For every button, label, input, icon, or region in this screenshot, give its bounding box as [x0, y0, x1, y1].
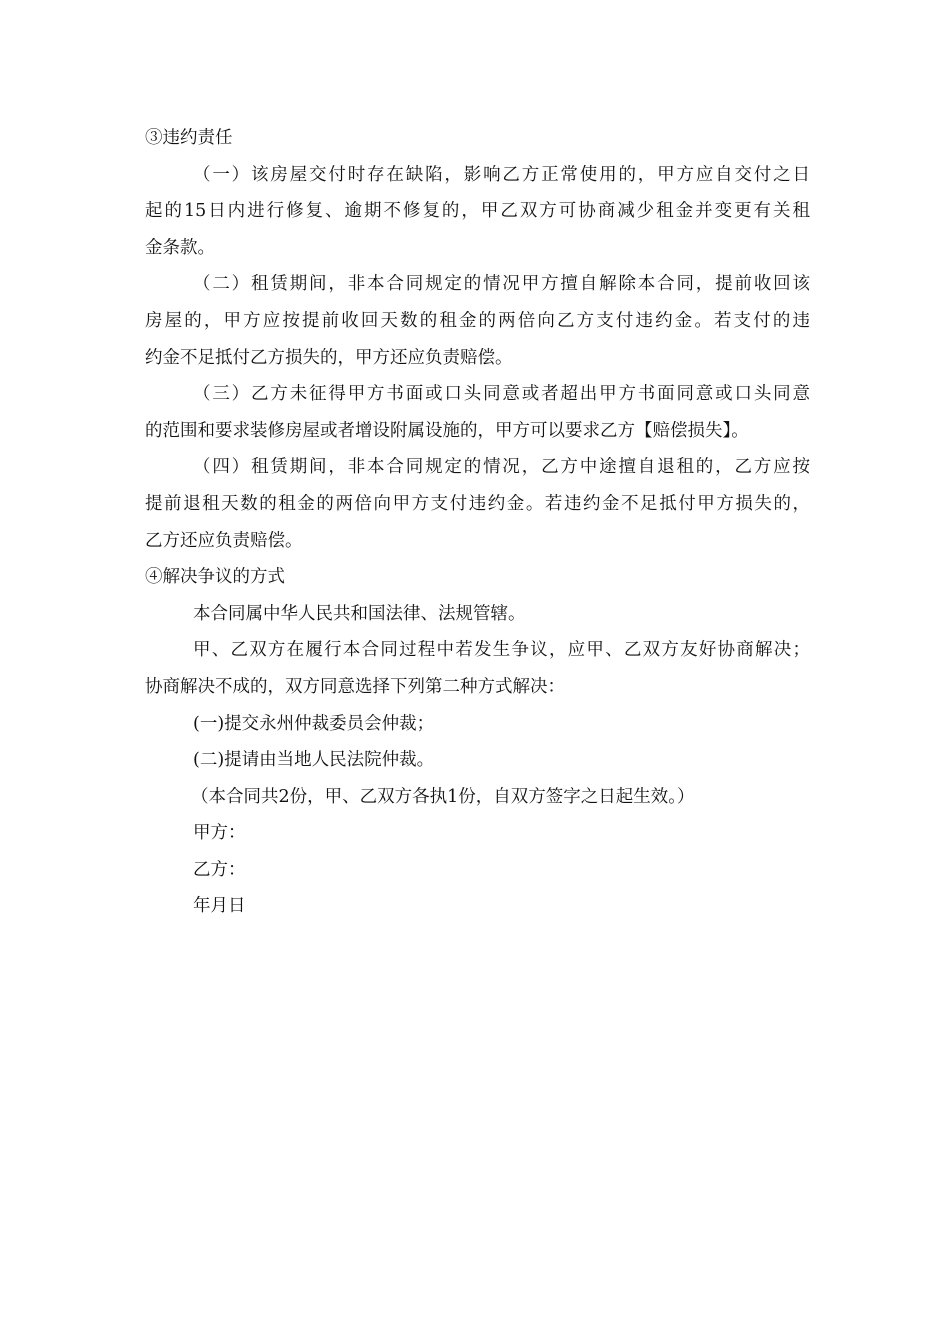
paragraph-line: 约金不足抵付乙方损失的，甲方还应负责赔偿。: [145, 347, 513, 368]
document-body: [145, 120, 810, 925]
paragraph-line: 协商解决不成的，双方同意选择下列第二种方式解决：: [145, 676, 565, 697]
paragraph-line: （三）乙方未征得甲方书面或口头同意或者超出甲方书面同意或口头同意: [193, 384, 810, 405]
paragraph-line: （二）租赁期间，非本合同规定的情况甲方擅自解除本合同，提前收回该: [193, 274, 810, 295]
option-item: (二)提请由当地人民法院仲裁。: [193, 750, 435, 771]
paragraph-line: 本合同属中华人民共和国法律、法规管辖。: [193, 603, 526, 624]
paragraph-line: 起的15日内进行修复、逾期不修复的，甲乙双方可协商减少租金并变更有关租: [145, 201, 810, 222]
paragraph-line: 甲、乙双方在履行本合同过程中若发生争议，应甲、乙双方友好协商解决；: [193, 640, 810, 661]
section-heading-dispute: ④解决争议的方式: [145, 567, 285, 588]
signature-party-b: 乙方：: [193, 859, 246, 880]
paragraph-line: 的范围和要求装修房屋或者增设附属设施的，甲方可以要求乙方【赔偿损失】。: [145, 420, 749, 441]
paragraph-line: 金条款。: [145, 237, 215, 258]
paragraph-line: （一）该房屋交付时存在缺陷，影响乙方正常使用的，甲方应自交付之日: [193, 164, 810, 185]
option-item: (一)提交永州仲裁委员会仲裁；: [193, 713, 435, 734]
section-heading-breach: ③违约责任: [145, 128, 233, 148]
paragraph-line: 房屋的，甲方应按提前收回天数的租金的两倍向乙方支付违约金。若支付的违: [145, 310, 810, 331]
paragraph-line: （四）租赁期间，非本合同规定的情况，乙方中途擅自退租的，乙方应按: [193, 457, 810, 478]
paragraph-line: 提前退租天数的租金的两倍向甲方支付违约金。若违约金不足抵付甲方损失的，: [145, 493, 810, 514]
signature-date: 年月日: [193, 896, 246, 917]
contract-copies-note: （本合同共2份，甲、乙双方各执1份，自双方签字之日起生效。）: [191, 786, 695, 807]
paragraph-line: 乙方还应负责赔偿。: [145, 530, 303, 551]
signature-party-a: 甲方：: [193, 823, 246, 844]
